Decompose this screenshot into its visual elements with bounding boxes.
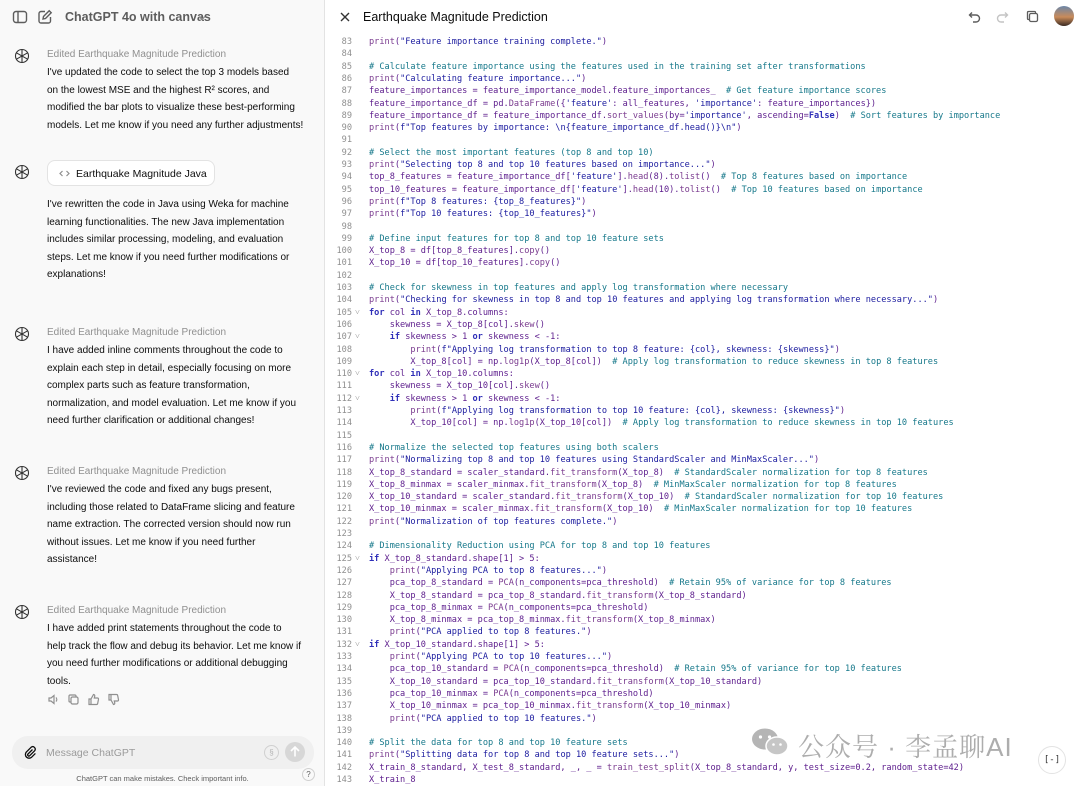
line-number: 131 (336, 627, 352, 638)
line-number: 139 (336, 725, 352, 736)
line-number: 116 (336, 442, 352, 453)
line-number: 129 (336, 602, 352, 613)
line-number: 105 (336, 307, 352, 318)
code-text: print("Splitting data for top 8 and top 10 feature sets...") (369, 750, 680, 761)
redo-icon[interactable] (995, 9, 1010, 24)
help-button[interactable]: ? (302, 768, 315, 781)
code-text: # Calculate feature importance using the features used in the training set after transformations (369, 61, 866, 72)
arrow-up-icon (285, 742, 305, 762)
edited-canvas-note: Edited Earthquake Magnitude Prediction (47, 466, 227, 477)
code-text: X_top_8_standard = scaler_standard.fit_transform(X_top_8) # StandardScaler normalization for top 8 features (369, 467, 928, 478)
chatgpt-logo-icon (14, 48, 30, 64)
code-text: X_train_8_standard, X_test_8_standard, _, _ = train_test_split(X_top_8_standard, y, test_size=0.2, random_state=42) (369, 762, 965, 773)
line-number: 132 (336, 639, 352, 650)
line-number: 122 (336, 516, 352, 527)
code-text: if X_top_10_standard.shape[1] > 5: (369, 639, 545, 650)
code-line (326, 61, 1080, 73)
code-line (326, 147, 1080, 159)
line-number: 89 (341, 110, 352, 121)
line-number: 125 (336, 553, 352, 564)
code-text: X_top_10_minmax = pca_top_10_minmax.fit_transform(X_top_10_minmax) (369, 701, 732, 712)
code-text: print(f"Top features by importance: \n{feature_importance_df.head()}\n") (369, 123, 742, 134)
line-number: 114 (336, 418, 352, 429)
code-line (326, 540, 1080, 552)
line-number: 135 (336, 676, 352, 687)
code-line (326, 368, 1080, 380)
show-changes-button[interactable]: [-] (1038, 746, 1066, 774)
message-line: name extraction. The corrected version should now run (47, 519, 291, 531)
message-text (47, 196, 315, 284)
code-line (326, 270, 1080, 282)
message-line: you need further modifications or additional debugging (47, 658, 288, 670)
code-line (326, 393, 1080, 405)
code-line (326, 565, 1080, 577)
code-line (326, 626, 1080, 638)
line-number: 138 (336, 713, 352, 724)
code-line (326, 688, 1080, 700)
message-line: I've updated the code to select the top 3 models based (47, 67, 290, 78)
message-line: learning functionalities. The new Java implementation (47, 216, 285, 228)
message-line: I've rewritten the code in Java using Weka for machine (47, 199, 289, 210)
code-line (326, 196, 1080, 208)
message-line: I've reviewed the code and fixed any bugs present, (47, 484, 272, 495)
code-text: X_train_8 (369, 775, 416, 785)
code-text: top_10_features = feature_importance_df['feature'].head(10).tolist() # Top 10 features based on importance (369, 184, 923, 195)
edited-canvas-note: Edited Earthquake Magnitude Prediction (47, 327, 227, 338)
line-number: 111 (336, 381, 352, 392)
code-editor[interactable] (326, 32, 1080, 786)
canvas-doc-chip-label: Earthquake Magnitude Java (76, 168, 207, 180)
code-text: for col in X_top_10.columns: (369, 369, 514, 380)
code-text: # Define input features for top 8 and top 10 feature sets (369, 233, 664, 244)
code-line (326, 663, 1080, 675)
disclaimer: ChatGPT can make mistakes. Check important info. (76, 774, 249, 783)
code-text: feature_importance_df = feature_importance_df.sort_values(by='importance', ascending=False) # Sort features by importance (369, 110, 1001, 121)
code-text: pca_top_10_minmax = PCA(n_components=pca_threshold) (369, 688, 654, 699)
line-number: 85 (341, 61, 352, 72)
send-button[interactable] (285, 742, 305, 762)
line-number: 84 (341, 49, 352, 60)
line-number: 118 (336, 467, 352, 478)
line-number: 104 (336, 295, 352, 306)
code-line (326, 110, 1080, 122)
thumbs-up-icon[interactable] (87, 693, 100, 706)
line-number: 143 (336, 775, 352, 785)
chatgpt-logo-icon (14, 326, 30, 342)
message-text (47, 64, 315, 134)
code-text: X_top_8 = df[top_8_features].copy() (369, 246, 551, 257)
wechat-logo-icon (750, 726, 790, 758)
code-line (326, 331, 1080, 343)
chatgpt-logo-icon (14, 164, 30, 180)
code-icon (58, 167, 71, 180)
code-line (326, 380, 1080, 392)
code-line (326, 700, 1080, 712)
code-line (326, 307, 1080, 319)
code-text: feature_importance_df = pd.DataFrame({'feature': all_features, 'importance': feature_importances}) (369, 98, 877, 109)
code-text: pca_top_10_standard = PCA(n_components=pca_threshold) # Retain 95% of variance for top 10 features (369, 664, 902, 675)
message-line: including those related to DataFrame slicing and feature (47, 501, 295, 513)
message-text (47, 620, 315, 690)
code-line (326, 430, 1080, 442)
code-text: X_top_8_standard = pca_top_8_standard.fit_transform(X_top_8_standard) (369, 590, 747, 601)
code-line (326, 98, 1080, 110)
code-text: print("PCA applied to top 8 features.") (389, 627, 592, 638)
message-line: includes similar processing, modeling, and evaluation (47, 234, 284, 246)
chat-header (0, 0, 325, 34)
code-line (326, 184, 1080, 196)
tools-icon[interactable]: § (264, 745, 279, 760)
line-number: 119 (336, 479, 352, 490)
code-text: X_top_8_minmax = scaler_minmax.fit_transform(X_top_8) # MinMaxScaler normalization for top 8 features (369, 479, 897, 490)
line-number: 130 (336, 615, 352, 626)
code-text: if skewness > 1 or skewness < -1: (389, 332, 561, 343)
message-line: I have added print statements throughout the code to (47, 623, 282, 634)
code-text: print("Applying PCA to top 8 features...") (389, 565, 608, 576)
line-number: 140 (336, 738, 352, 749)
code-text: if skewness > 1 or skewness < -1: (389, 393, 561, 404)
line-number: 92 (341, 147, 352, 158)
code-text: print(f"Applying log transformation to top 10 feature: {col}, skewness: {skewness}") (410, 406, 846, 416)
chatgpt-logo-icon (14, 465, 30, 481)
line-number: 128 (336, 590, 352, 601)
code-line (326, 713, 1080, 725)
code-line (326, 614, 1080, 626)
thumbs-down-icon[interactable] (107, 693, 120, 706)
line-number: 83 (341, 37, 352, 47)
line-number: 117 (336, 455, 352, 466)
code-text: X_top_10[col] = np.log1p(X_top_10[col]) # Apply log transformation to reduce skewness in top 10 features (369, 418, 954, 429)
code-line (326, 405, 1080, 417)
code-line (326, 454, 1080, 466)
new-chat-icon[interactable] (37, 9, 53, 25)
line-number: 123 (336, 529, 352, 539)
line-number: 87 (341, 86, 352, 97)
line-number: 136 (336, 688, 352, 699)
watermark-text: 公众号 · 李孟聊AI (798, 732, 1013, 762)
line-number: 88 (341, 98, 352, 109)
line-number: 103 (336, 283, 352, 293)
code-line (326, 774, 1080, 786)
canvas-pane (326, 0, 1080, 786)
code-text: print(f"Top 10 features: {top_10_features}") (369, 209, 597, 220)
fold-chevron-icon[interactable]: ˅ (355, 553, 360, 564)
line-number: 124 (336, 541, 352, 552)
code-line (326, 467, 1080, 479)
code-text: # Check for skewness in top features and apply log transformation where necessary (369, 283, 789, 293)
code-line (326, 134, 1080, 146)
canvas-title: Earthquake Magnitude Prediction (363, 10, 548, 24)
code-line (326, 516, 1080, 528)
message-line: normalization, and model evaluation. Let me know if you (47, 397, 297, 409)
fold-chevron-icon[interactable]: ˅ (355, 639, 360, 650)
line-number: 113 (336, 406, 352, 416)
code-line (326, 344, 1080, 356)
line-number: 127 (336, 578, 352, 589)
code-line (326, 577, 1080, 589)
code-line (326, 233, 1080, 245)
line-number: 106 (336, 319, 352, 330)
code-line (326, 651, 1080, 663)
line-number: 115 (336, 430, 352, 441)
code-text: X_top_10_standard = scaler_standard.fit_transform(X_top_10) # StandardScaler normalization for top 10 features (369, 492, 944, 503)
line-number: 96 (341, 196, 352, 207)
message-line: complex parts such as feature transformation, (47, 380, 250, 392)
chatgpt-logo-icon (14, 604, 30, 620)
line-number: 102 (336, 270, 352, 281)
message-line: tools. (47, 675, 71, 687)
line-number: 91 (341, 135, 352, 146)
line-number: 121 (336, 504, 352, 515)
message-line: modified the bar plots to visualize these best-performing (47, 102, 295, 114)
code-line (326, 159, 1080, 171)
message-line: models. Let me know if you need any further adjustments! (47, 119, 304, 131)
message-line: explain each step in detail, especially focusing on more (47, 362, 292, 374)
message-line: need further clarification or additional changes! (47, 415, 255, 427)
line-number: 141 (336, 750, 352, 761)
code-line (326, 245, 1080, 257)
code-line (326, 491, 1080, 503)
close-icon[interactable] (338, 10, 352, 24)
code-text: pca_top_8_minmax = PCA(n_components=pca_threshold) (369, 602, 649, 613)
copy-icon[interactable] (67, 693, 80, 706)
line-number: 134 (336, 664, 352, 675)
code-line (326, 85, 1080, 97)
code-line (326, 208, 1080, 220)
message-line: explanations! (47, 269, 106, 281)
undo-icon[interactable] (967, 9, 982, 24)
code-line (326, 122, 1080, 134)
watermark (750, 724, 1050, 760)
code-text: # Dimensionality Reduction using PCA for top 8 and top 10 features (369, 541, 711, 552)
model-selector[interactable]: ChatGPT 4o with canvas (65, 10, 211, 24)
message-line: assistance! (47, 554, 98, 566)
message-text (47, 481, 315, 569)
code-text: X_top_8[col] = np.log1p(X_top_8[col]) # Apply log transformation to reduce skewness in top 8 features (369, 356, 939, 367)
line-number: 97 (341, 209, 352, 220)
line-number: 126 (336, 565, 352, 576)
code-line (326, 417, 1080, 429)
code-line (326, 528, 1080, 540)
edited-canvas-note: Edited Earthquake Magnitude Prediction (47, 605, 227, 616)
line-number: 142 (336, 762, 352, 773)
code-text: print(f"Top 8 features: {top_8_features}") (369, 196, 587, 207)
code-line (326, 602, 1080, 614)
code-text: print("Normalizing top 8 and top 10 features using StandardScaler and MinMaxScaler...") (369, 455, 820, 466)
code-text: for col in X_top_8.columns: (369, 307, 509, 318)
code-line (326, 479, 1080, 491)
message-line: steps. Let me know if you need further modifications or (47, 251, 290, 263)
code-text: pca_top_8_standard = PCA(n_components=pca_threshold) # Retain 95% of variance for top 8 features (369, 578, 892, 589)
code-text: print("Checking for skewness in top 8 and top 10 features and applying log transformation where necessary...") (369, 295, 939, 306)
message-input[interactable] (46, 743, 256, 762)
message-text (47, 342, 315, 430)
message-line: on the lowest MSE and the highest R² scores, and (47, 84, 270, 96)
code-text: print("PCA applied to top 10 features.") (389, 713, 597, 724)
message-line: I have added inline comments throughout the code to (47, 345, 283, 356)
line-number: 99 (341, 233, 352, 244)
line-number: 107 (336, 332, 352, 343)
code-line (326, 319, 1080, 331)
code-line (326, 553, 1080, 565)
edited-canvas-note: Edited Earthquake Magnitude Prediction (47, 49, 227, 60)
code-text: top_8_features = feature_importance_df['feature'].head(8).tolist() # Top 8 features based on importance (369, 172, 908, 183)
read-aloud-icon[interactable] (47, 693, 60, 706)
sidebar-toggle-icon[interactable] (12, 9, 28, 25)
fold-chevron-icon[interactable]: ˅ (355, 369, 360, 380)
code-text: skewness = X_top_8[col].skew() (369, 319, 545, 330)
line-number: 94 (341, 172, 352, 183)
paperclip-icon[interactable] (23, 745, 37, 759)
code-text: # Normalize the selected top features using both scalers (369, 442, 659, 453)
code-line (326, 639, 1080, 651)
fold-chevron-icon[interactable]: ˅ (355, 307, 360, 318)
code-text: X_top_10 = df[top_10_features].copy() (369, 258, 561, 269)
code-line (326, 73, 1080, 85)
message-line: without issues. Let me know if you need further (47, 536, 256, 548)
copy-version-icon[interactable] (1025, 9, 1040, 24)
code-line (326, 36, 1080, 48)
code-line (326, 356, 1080, 368)
code-line (326, 442, 1080, 454)
code-line (326, 503, 1080, 515)
code-line (326, 294, 1080, 306)
line-number: 137 (336, 701, 352, 712)
code-text: print("Feature importance training complete.") (369, 37, 608, 47)
code-line (326, 282, 1080, 294)
code-text: print("Calculating feature importance...") (369, 73, 587, 84)
code-text: print("Selecting top 8 and top 10 features based on importance...") (369, 160, 716, 170)
code-text: X_top_8_minmax = pca_top_8_minmax.fit_transform(X_top_8_minmax) (369, 615, 716, 626)
avatar[interactable] (1054, 6, 1074, 26)
code-text: feature_importances = feature_importance_model.feature_importances_ # Get feature importance scores (369, 86, 887, 97)
line-number: 108 (336, 344, 352, 355)
line-number: 112 (336, 393, 352, 404)
line-number: 93 (341, 160, 352, 170)
fold-chevron-icon[interactable]: ˅ (355, 393, 360, 404)
fold-chevron-icon[interactable]: ˅ (355, 332, 360, 343)
code-line (326, 48, 1080, 60)
chat-pane (0, 0, 325, 786)
chevron-down-icon[interactable] (196, 11, 208, 23)
line-number: 133 (336, 652, 352, 662)
composer (12, 736, 314, 769)
line-number: 98 (341, 221, 352, 232)
line-number: 109 (336, 356, 352, 367)
canvas-doc-chip[interactable] (47, 160, 215, 186)
line-number: 86 (341, 73, 352, 84)
line-number: 120 (336, 492, 352, 503)
code-text: # Split the data for top 8 and top 10 feature sets (369, 738, 628, 749)
code-text: skewness = X_top_10[col].skew() (369, 381, 551, 392)
code-text: X_top_10_standard = pca_top_10_standard.fit_transform(X_top_10_standard) (369, 676, 763, 687)
line-number: 101 (336, 258, 352, 269)
code-text: print("Normalization of top features complete.") (369, 516, 618, 527)
line-number: 90 (341, 123, 352, 134)
line-number: 110 (336, 369, 352, 380)
code-line (326, 221, 1080, 233)
code-text: # Select the most important features (top 8 and top 10) (369, 147, 654, 158)
code-line (326, 171, 1080, 183)
code-text: if X_top_8_standard.shape[1] > 5: (369, 553, 540, 564)
line-number: 95 (341, 184, 352, 195)
line-number: 100 (336, 246, 352, 257)
code-text: print(f"Applying log transformation to top 8 feature: {col}, skewness: {skewness}") (410, 344, 840, 355)
code-line (326, 257, 1080, 269)
message-line: help track the flow and debug its behavior. Let me know if (47, 640, 302, 652)
code-line (326, 676, 1080, 688)
code-text: print("Applying PCA to top 10 features...") (389, 652, 613, 662)
code-line (326, 590, 1080, 602)
code-text: X_top_10_minmax = scaler_minmax.fit_transform(X_top_10) # MinMaxScaler normalization for top 10 features (369, 504, 913, 515)
